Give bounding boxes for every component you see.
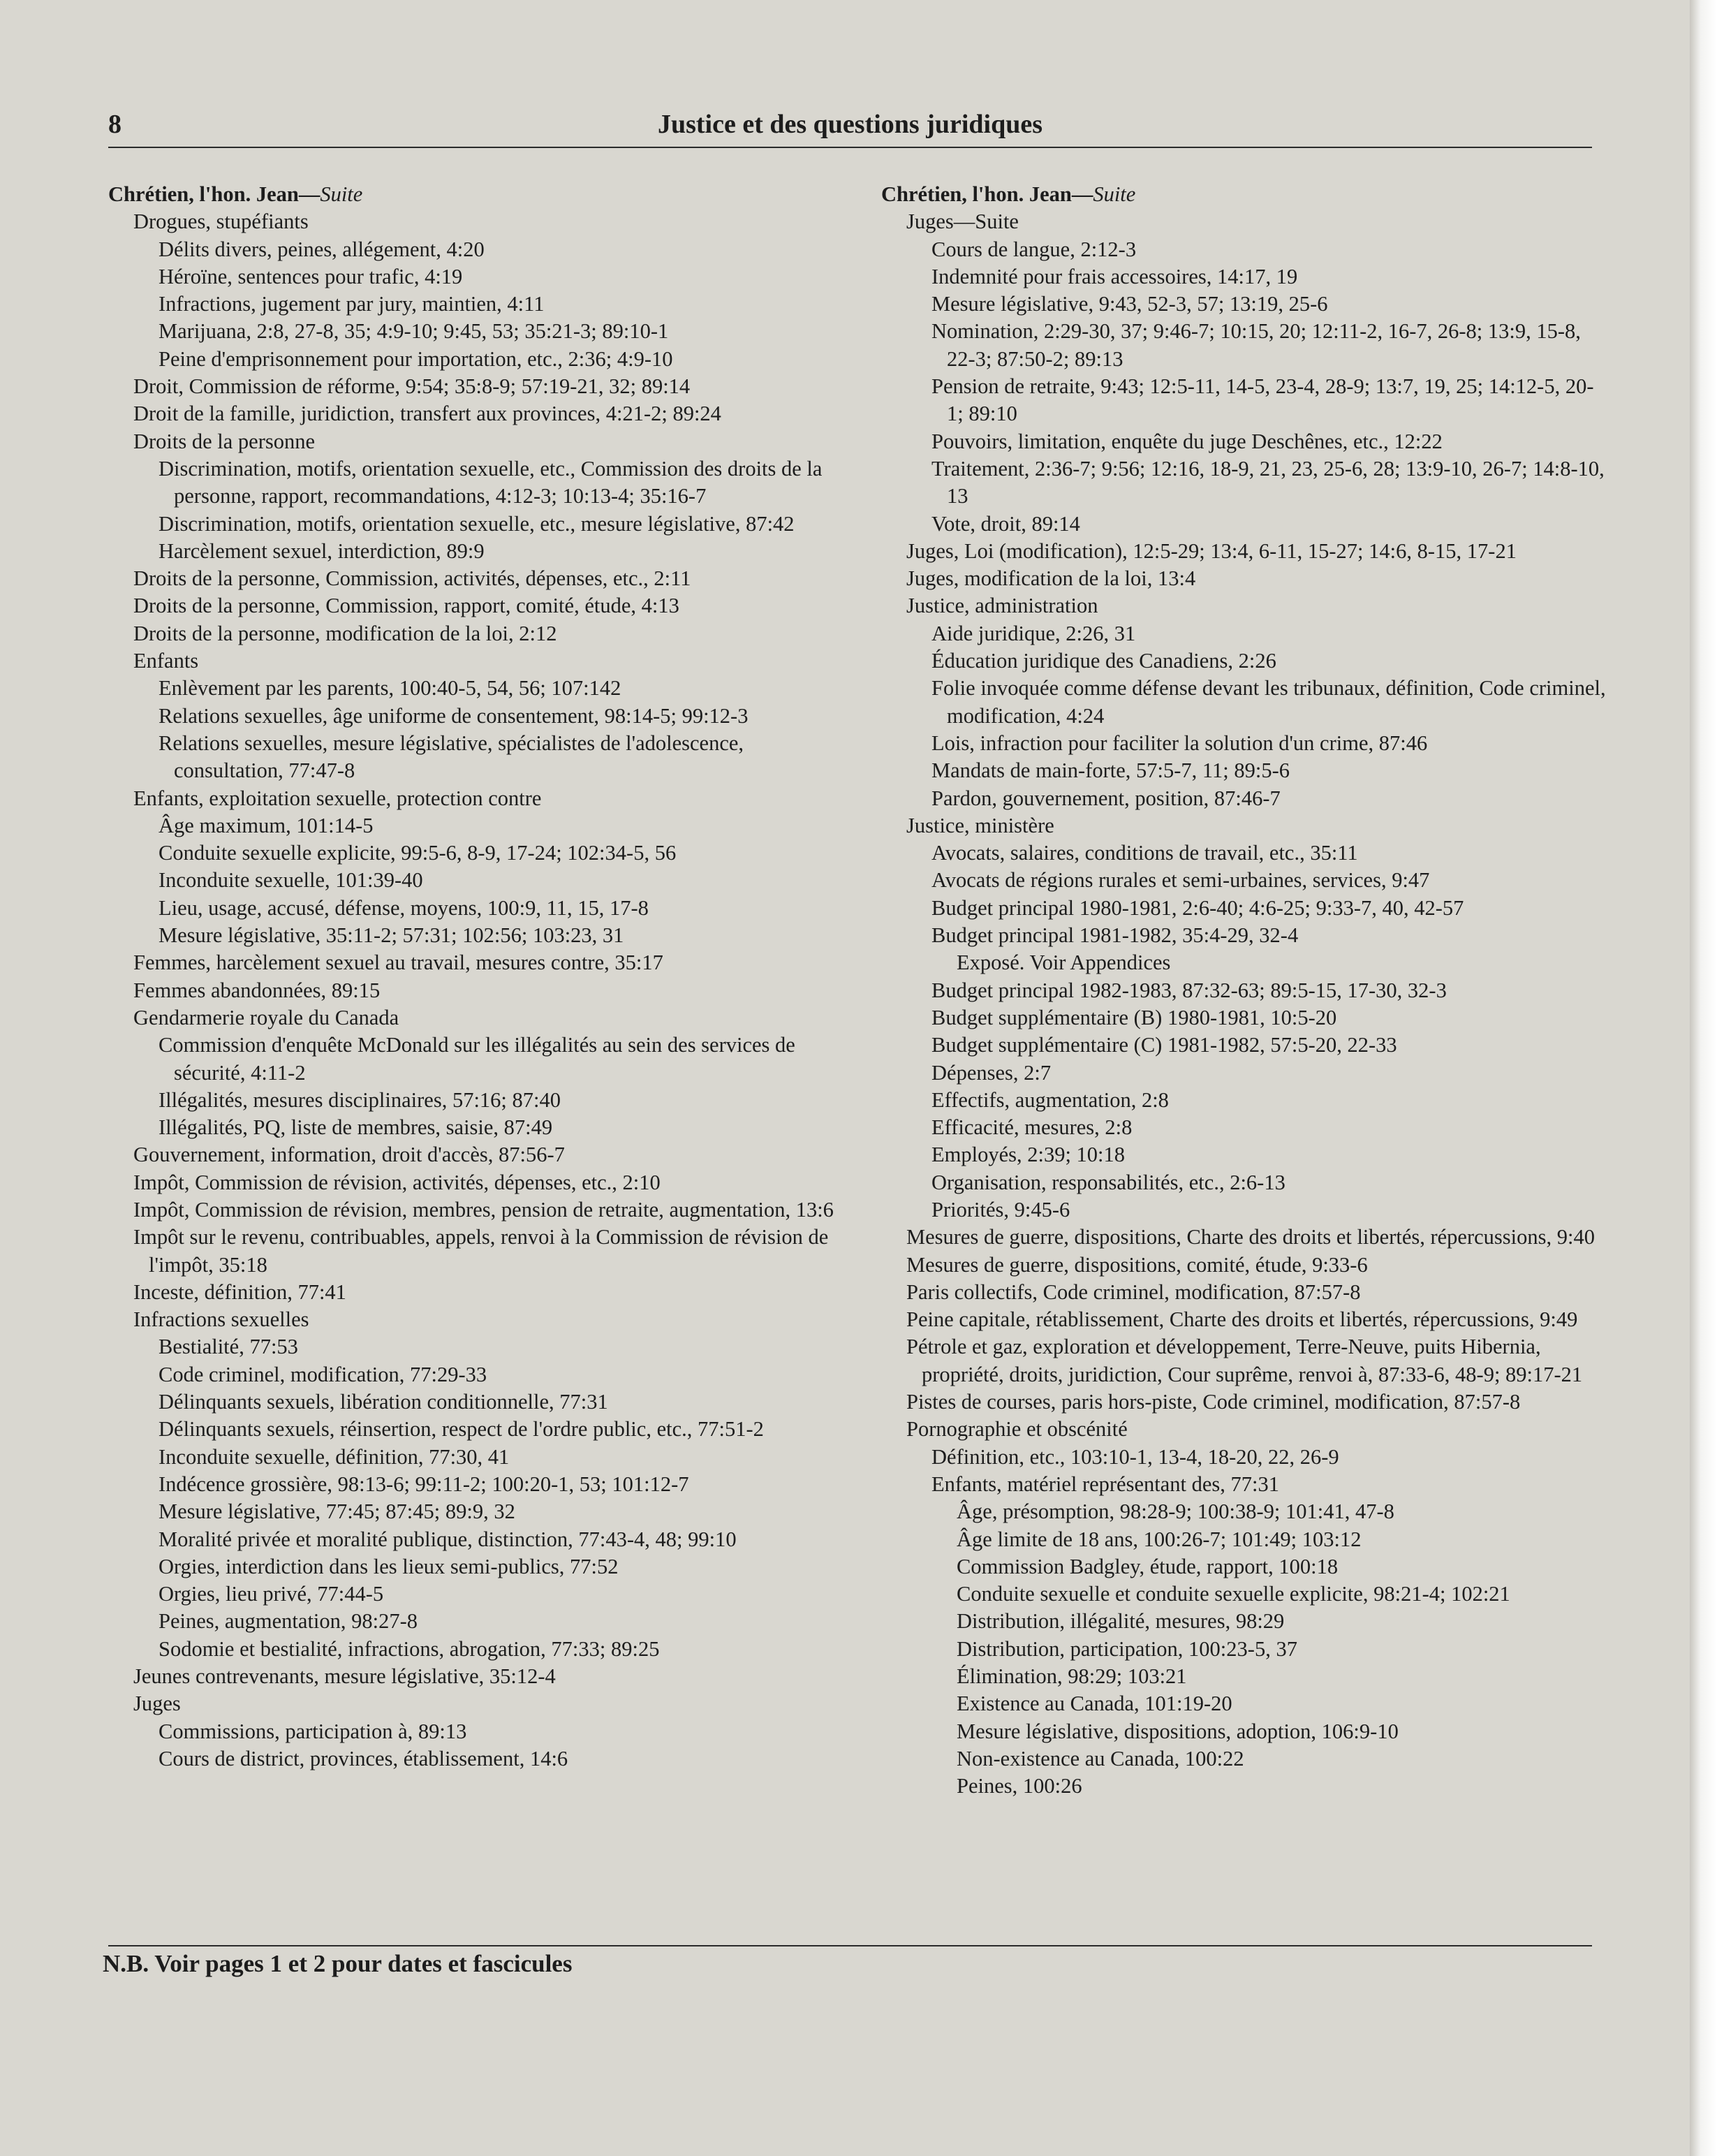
page-number: 8 [108, 110, 121, 139]
index-entry: Vote, droit, 89:14 [931, 511, 1080, 536]
index-entry: Impôt sur le revenu, contribuables, appels, renvoi à la Commission de révision de l'impôt, 35:18 [133, 1225, 829, 1277]
index-entry: Aide juridique, 2:26, 31 [931, 621, 1136, 645]
header-rule [108, 147, 1592, 148]
index-column-right [881, 181, 1607, 1801]
index-entry: Orgies, interdiction dans les lieux semi-publics, 77:52 [159, 1554, 619, 1578]
footer-note: N.B. Voir pages 1 et 2 pour dates et fascicules [103, 1950, 573, 1977]
column-heading: Chrétien, l'hon. Jean—Suite [108, 182, 363, 206]
index-entry: Éducation juridique des Canadiens, 2:26 [931, 649, 1276, 673]
index-entry: Justice, administration [906, 594, 1098, 618]
index-entry: Peine d'emprisonnement pour importation, etc., 2:36; 4:9-10 [159, 346, 673, 371]
index-entry: Marijuana, 2:8, 27-8, 35; 4:9-10; 9:45, 53; 35:21-3; 89:10-1 [159, 319, 669, 344]
index-entry: Non-existence au Canada, 100:22 [957, 1746, 1244, 1770]
index-entry: Orgies, lieu privé, 77:44-5 [159, 1582, 384, 1606]
index-entry: Âge limite de 18 ans, 100:26-7; 101:49; 103:12 [957, 1527, 1362, 1551]
index-entry: Distribution, illégalité, mesures, 98:29 [957, 1609, 1285, 1634]
index-entry: Conduite sexuelle et conduite sexuelle explicite, 98:21-4; 102:21 [957, 1582, 1510, 1606]
page-edge [1690, 0, 1717, 2156]
index-entry: Enfants, matériel représentant des, 77:31 [931, 1472, 1279, 1496]
index-entry: Gouvernement, information, droit d'accès, 87:56-7 [133, 1143, 565, 1167]
index-entry: Organisation, responsabilités, etc., 2:6-13 [931, 1170, 1285, 1194]
index-entry: Commission d'enquête McDonald sur les illégalités au sein des services de sécurité, 4:11-2 [159, 1033, 795, 1085]
index-entry: Pardon, gouvernement, position, 87:46-7 [931, 786, 1281, 810]
index-entry: Pornographie et obscénité [906, 1417, 1128, 1442]
index-entry: Distribution, participation, 100:23-5, 37 [957, 1636, 1297, 1661]
index-entry: Jeunes contrevenants, mesure législative, 35:12-4 [133, 1664, 556, 1689]
index-entry: Traitement, 2:36-7; 9:56; 12:16, 18-9, 21, 23, 25-6, 28; 13:9-10, 26-7; 14:8-10, 13 [931, 456, 1605, 508]
index-entry: Enfants [133, 649, 199, 673]
index-entry: Délinquants sexuels, libération conditionnelle, 77:31 [159, 1390, 608, 1414]
index-entry: Efficacité, mesures, 2:8 [931, 1115, 1133, 1140]
index-entry: Illégalités, mesures disciplinaires, 57:16; 87:40 [159, 1087, 561, 1112]
index-entry: Gendarmerie royale du Canada [133, 1005, 399, 1029]
index-entry: Code criminel, modification, 77:29-33 [159, 1362, 487, 1386]
index-entry: Infractions, jugement par jury, maintien, 4:11 [159, 292, 545, 316]
index-entry: Peine capitale, rétablissement, Charte des droits et libertés, répercussions, 9:49 [906, 1307, 1578, 1332]
index-entry: Mesures de guerre, dispositions, Charte des droits et libertés, répercussions, 9:40 [906, 1225, 1595, 1249]
index-entry: Droit de la famille, juridiction, transfert aux provinces, 4:21-2; 89:24 [133, 402, 721, 426]
index-entry: Moralité privée et moralité publique, distinction, 77:43-4, 48; 99:10 [159, 1527, 737, 1551]
index-entry: Indemnité pour frais accessoires, 14:17, 19 [931, 264, 1298, 288]
index-entry: Budget principal 1982-1983, 87:32-63; 89:5-15, 17-30, 32-3 [931, 978, 1447, 1002]
index-entry: Conduite sexuelle explicite, 99:5-6, 8-9, 17-24; 102:34-5, 56 [159, 841, 677, 865]
index-entry: Budget principal 1980-1981, 2:6-40; 4:6-25; 9:33-7, 40, 42-57 [931, 895, 1464, 920]
index-entry: Impôt, Commission de révision, activités, dépenses, etc., 2:10 [133, 1170, 661, 1194]
index-entry: Commissions, participation à, 89:13 [159, 1719, 467, 1743]
index-entry: Femmes abandonnées, 89:15 [133, 978, 381, 1002]
index-entry: Juges, modification de la loi, 13:4 [906, 566, 1196, 591]
index-entry: Discrimination, motifs, orientation sexuelle, etc., Commission des droits de la personne, rapport, recommandations, 4:12-3; 10:13-4; 35:16-7 [159, 456, 823, 508]
index-entry: Mesure législative, 77:45; 87:45; 89:9, 32 [159, 1499, 515, 1524]
index-entry: Enlèvement par les parents, 100:40-5, 54, 56; 107:142 [159, 676, 621, 701]
index-entry: Paris collectifs, Code criminel, modification, 87:57-8 [906, 1279, 1361, 1304]
index-entry: Commission Badgley, étude, rapport, 100:18 [957, 1554, 1339, 1578]
page-title: Justice et des questions juridiques [657, 110, 1043, 139]
index-entry: Enfants, exploitation sexuelle, protection contre [133, 786, 542, 810]
index-entry: Mesure législative, 35:11-2; 57:31; 102:56; 103:23, 31 [159, 923, 624, 948]
index-entry: Âge maximum, 101:14-5 [159, 813, 374, 837]
index-entry: Bestialité, 77:53 [159, 1335, 298, 1359]
index-entry: Femmes, harcèlement sexuel au travail, mesures contre, 35:17 [133, 951, 663, 975]
index-entry: Mesures de guerre, dispositions, comité, étude, 9:33-6 [906, 1252, 1368, 1277]
index-entry: Délits divers, peines, allégement, 4:20 [159, 237, 485, 261]
index-entry: Nomination, 2:29-30, 37; 9:46-7; 10:15, 20; 12:11-2, 16-7, 26-8; 13:9, 15-8, 22-3; 87:50-2; 89:13 [931, 319, 1581, 371]
index-entry: Droits de la personne, Commission, rapport, comité, étude, 4:13 [133, 594, 679, 618]
index-entry: Droit, Commission de réforme, 9:54; 35:8-9; 57:19-21, 32; 89:14 [133, 374, 691, 399]
index-entry: Âge, présomption, 98:28-9; 100:38-9; 101:41, 47-8 [957, 1499, 1394, 1524]
footer-rule [108, 1945, 1592, 1946]
index-entry: Indécence grossière, 98:13-6; 99:11-2; 100:20-1, 53; 101:12-7 [159, 1472, 689, 1496]
index-entry: Héroïne, sentences pour trafic, 4:19 [159, 264, 463, 288]
index-entry: Dépenses, 2:7 [931, 1060, 1052, 1085]
index-entry: Priorités, 9:45-6 [931, 1197, 1070, 1222]
index-entry: Pistes de courses, paris hors-piste, Code criminel, modification, 87:57-8 [906, 1390, 1521, 1414]
index-entry: Mesure législative, 9:43, 52-3, 57; 13:19, 25-6 [931, 292, 1328, 316]
index-entry: Budget principal 1981-1982, 35:4-29, 32-4 [931, 923, 1299, 948]
index-entry: Sodomie et bestialité, infractions, abrogation, 77:33; 89:25 [159, 1636, 660, 1661]
index-entry: Peines, 100:26 [957, 1774, 1082, 1798]
index-entry: Avocats de régions rurales et semi-urbaines, services, 9:47 [931, 868, 1430, 893]
index-entry: Cours de district, provinces, établissement, 14:6 [159, 1746, 568, 1770]
index-entry: Justice, ministère [906, 813, 1054, 837]
index-entry: Élimination, 98:29; 103:21 [957, 1664, 1187, 1689]
index-entry: Mandats de main-forte, 57:5-7, 11; 89:5-6 [931, 758, 1290, 783]
column-heading: Chrétien, l'hon. Jean—Suite [881, 182, 1136, 206]
index-entry: Existence au Canada, 101:19-20 [957, 1692, 1232, 1716]
index-entry: Droits de la personne, Commission, activités, dépenses, etc., 2:11 [133, 566, 691, 591]
index-entry: Relations sexuelles, mesure législative, spécialistes de l'adolescence, consultation, 77:47-8 [159, 731, 744, 783]
index-entry: Définition, etc., 103:10-1, 13-4, 18-20, 22, 26-9 [931, 1444, 1339, 1469]
index-entry: Inceste, définition, 77:41 [133, 1279, 346, 1304]
index-entry: Lieu, usage, accusé, défense, moyens, 100:9, 11, 15, 17-8 [159, 895, 649, 920]
index-entry: Juges—Suite [906, 210, 1019, 234]
index-entry: Discrimination, motifs, orientation sexuelle, etc., mesure législative, 87:42 [159, 511, 795, 536]
index-entry: Pouvoirs, limitation, enquête du juge Deschênes, etc., 12:22 [931, 429, 1443, 453]
index-entry: Infractions sexuelles [133, 1307, 309, 1332]
index-entry: Harcèlement sexuel, interdiction, 89:9 [159, 538, 485, 563]
index-entry: Avocats, salaires, conditions de travail, etc., 35:11 [931, 841, 1358, 865]
index-entry: Relations sexuelles, âge uniforme de consentement, 98:14-5; 99:12-3 [159, 703, 749, 728]
index-entry: Lois, infraction pour faciliter la solution d'un crime, 87:46 [931, 731, 1428, 755]
index-entry: Peines, augmentation, 98:27-8 [159, 1609, 418, 1634]
index-entry: Exposé. Voir Appendices [957, 951, 1171, 975]
index-entry: Cours de langue, 2:12-3 [931, 237, 1137, 261]
index-column-left [108, 181, 834, 1773]
index-entry: Drogues, stupéfiants [133, 210, 309, 234]
index-entry: Pétrole et gaz, exploration et développement, Terre-Neuve, puits Hibernia, propriété, droits, juridiction, Cour suprême, renvoi à, 87:33-6, 48-9; 89:17-21 [906, 1335, 1583, 1386]
index-entry: Pension de retraite, 9:43; 12:5-11, 14-5, 23-4, 28-9; 13:7, 19, 25; 14:12-5, 20-1; 89:10 [931, 374, 1594, 426]
index-entry: Budget supplémentaire (B) 1980-1981, 10:5-20 [931, 1005, 1337, 1029]
index-entry: Délinquants sexuels, réinsertion, respect de l'ordre public, etc., 77:51-2 [159, 1417, 764, 1442]
index-entry: Impôt, Commission de révision, membres, pension de retraite, augmentation, 13:6 [133, 1197, 834, 1222]
index-entry: Folie invoquée comme défense devant les tribunaux, définition, Code criminel, modification, 4:24 [931, 676, 1606, 728]
index-entry: Juges [133, 1692, 181, 1716]
index-entry: Illégalités, PQ, liste de membres, saisie, 87:49 [159, 1115, 553, 1140]
index-entry: Budget supplémentaire (C) 1981-1982, 57:5-20, 22-33 [931, 1033, 1397, 1057]
index-entry: Employés, 2:39; 10:18 [931, 1143, 1126, 1167]
index-entry: Juges, Loi (modification), 12:5-29; 13:4, 6-11, 15-27; 14:6, 8-15, 17-21 [906, 538, 1517, 563]
index-entry: Inconduite sexuelle, 101:39-40 [159, 868, 423, 893]
index-entry: Effectifs, augmentation, 2:8 [931, 1087, 1169, 1112]
page-header [108, 105, 1592, 147]
index-entry: Inconduite sexuelle, définition, 77:30, 41 [159, 1444, 510, 1469]
index-entry: Droits de la personne, modification de la loi, 2:12 [133, 621, 557, 645]
index-entry: Mesure législative, dispositions, adoption, 106:9-10 [957, 1719, 1399, 1743]
index-entry: Droits de la personne [133, 429, 316, 453]
